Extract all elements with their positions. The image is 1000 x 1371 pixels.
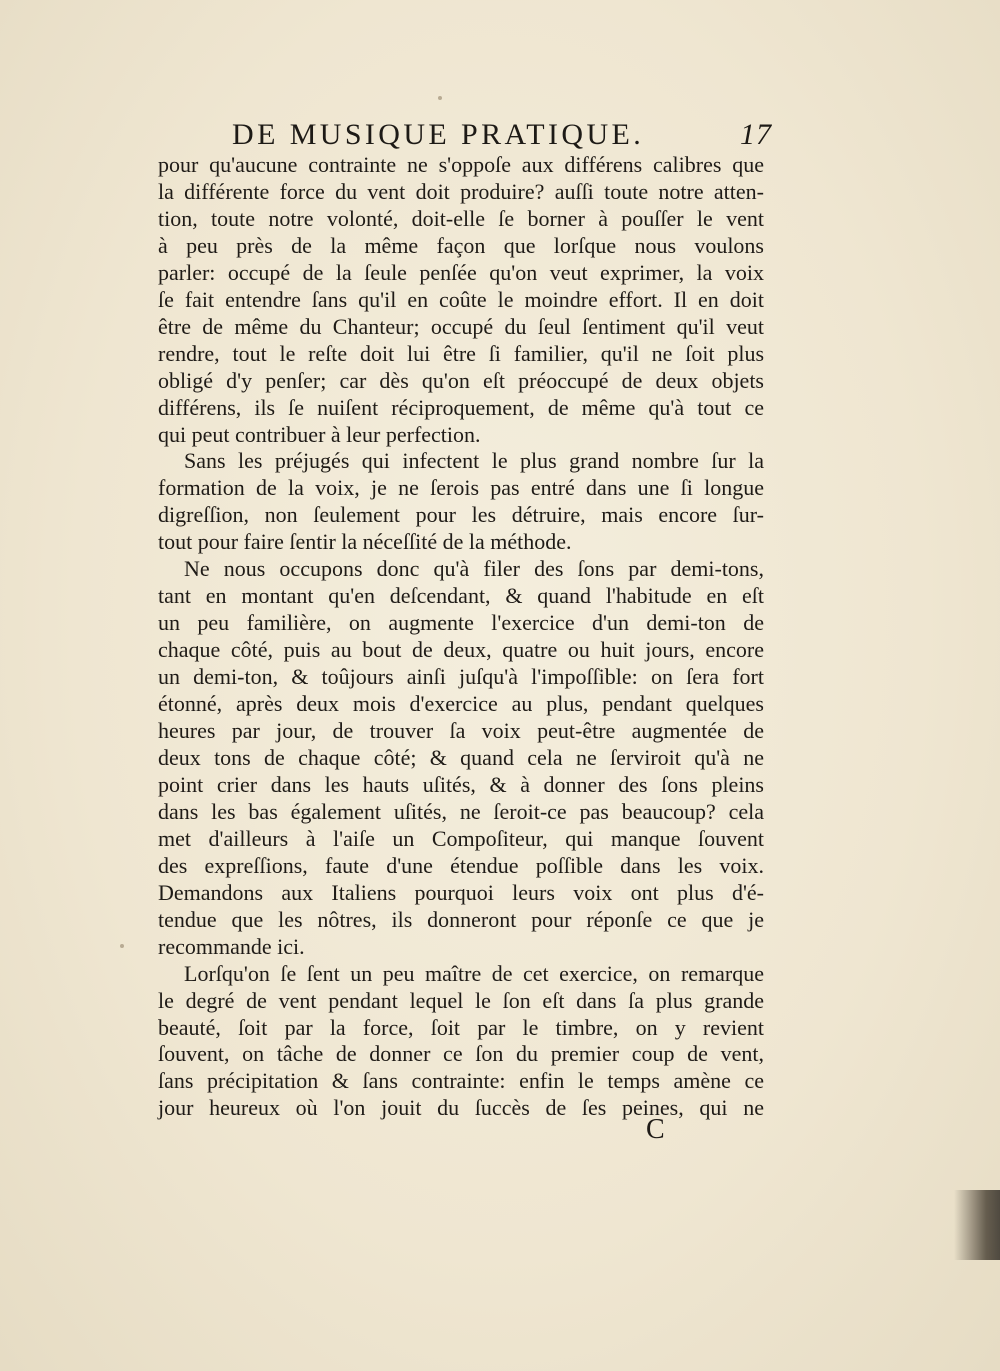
text-line: tant en montant qu'en deſcendant, & quand l'habitude en eſt [158, 583, 764, 609]
body-text [158, 152, 764, 1122]
text-line: Lorſqu'on ſe ſent un peu maître de cet exercice, on remarque [184, 960, 764, 986]
text-line: le degré de vent pendant lequel le ſon eſt dans ſa plus grande [158, 987, 764, 1013]
text-line: deux tons de chaque côté; & quand cela ne ſerviroit qu'à ne [158, 744, 764, 770]
text-line: heures par jour, de trouver ſa voix peut-être augmentée de [158, 718, 764, 744]
paragraph [158, 961, 764, 1123]
text-line: Sans les préjugés qui infectent le plus grand nombre ſur la [184, 448, 764, 474]
text-line: chaque côté, puis au bout de deux, quatre ou huit jours, encore [158, 637, 764, 663]
text-line: ſouvent, on tâche de donner ce ſon du premier coup de vent, [158, 1041, 764, 1067]
text-line: des expreſſions, faute d'une étendue poſſible dans les voix. [158, 852, 764, 878]
text-line: la différente force du vent doit produire? auſſi toute notre atten- [158, 178, 764, 204]
text-line: point crier dans les hauts uſités, & à donner des ſons pleins [158, 771, 764, 797]
running-title: DE MUSIQUE PRATIQUE. [232, 118, 645, 151]
text-line: qui peut contribuer à leur perfection. [158, 421, 481, 447]
text-line: à peu près de la même façon que lorſque nous voulons [158, 232, 764, 258]
text-line: pour qu'aucune contrainte ne s'oppoſe aux différens calibres que [158, 152, 764, 177]
text-line: étonné, après deux mois d'exercice au plus, pendant quelques [158, 691, 764, 717]
text-line: beauté, ſoit par la force, ſoit par le timbre, on y revient [158, 1014, 764, 1040]
text-line: recommande ici. [158, 933, 305, 959]
page-edge-shadow [954, 1190, 1000, 1260]
paragraph [158, 556, 764, 960]
text-line: met d'ailleurs à l'aiſe un Compoſiteur, qui manque ſouvent [158, 825, 764, 851]
text-line: Ne nous occupons donc qu'à filer des ſons par demi-tons, [184, 556, 764, 582]
text-line: un demi-ton, & toûjours ainſi juſqu'à l'impoſſible: on ſera fort [158, 664, 764, 690]
text-line: digreſſion, non ſeulement pour les détruire, mais encore ſur- [158, 502, 764, 528]
text-line: rendre, tout le reſte doit lui être ſi familier, qu'il ne ſoit plus [158, 340, 764, 366]
text-line: obligé d'y penſer; car dès qu'on eſt préoccupé de deux objets [158, 367, 764, 393]
text-line: ſans précipitation & ſans contrainte: enfin le temps amène ce [158, 1068, 764, 1094]
text-line: tout pour faire ſentir la néceſſité de la méthode. [158, 529, 572, 555]
signature-mark: C [646, 1114, 666, 1145]
text-line: jour heureux où l'on jouit du ſuccès de ſes peines, qui ne [158, 1095, 764, 1121]
text-line: tion, toute notre volonté, doit-elle ſe borner à pouſſer le vent [158, 205, 764, 231]
text-line: formation de la voix, je ne ſerois pas entré dans une ſi longue [158, 475, 764, 501]
paragraph [158, 152, 764, 448]
text-line: être de même du Chanteur; occupé du ſeul ſentiment qu'il veut [158, 313, 764, 339]
text-line: parler: occupé de la ſeule penſée qu'on veut exprimer, la voix [158, 259, 764, 285]
paper-speck [120, 944, 124, 948]
text-line: dans les bas également uſités, ne ſeroit-ce pas beaucoup? cela [158, 798, 764, 824]
text-line: tendue que les nôtres, ils donneront pour réponſe ce que je [158, 906, 764, 932]
page-number: 17 [740, 118, 772, 151]
text-line: Demandons aux Italiens pourquoi leurs voix ont plus d'é- [158, 879, 764, 905]
text-line: un peu familière, on augmente l'exercice d'un demi-ton de [158, 610, 764, 636]
paper-speck [438, 96, 442, 100]
text-line: ſe fait entendre ſans qu'il en coûte le moindre effort. Il en doit [158, 286, 764, 312]
paragraph [158, 448, 764, 556]
text-line: différens, ils ſe nuiſent réciproquement, de même qu'à tout ce [158, 394, 764, 420]
